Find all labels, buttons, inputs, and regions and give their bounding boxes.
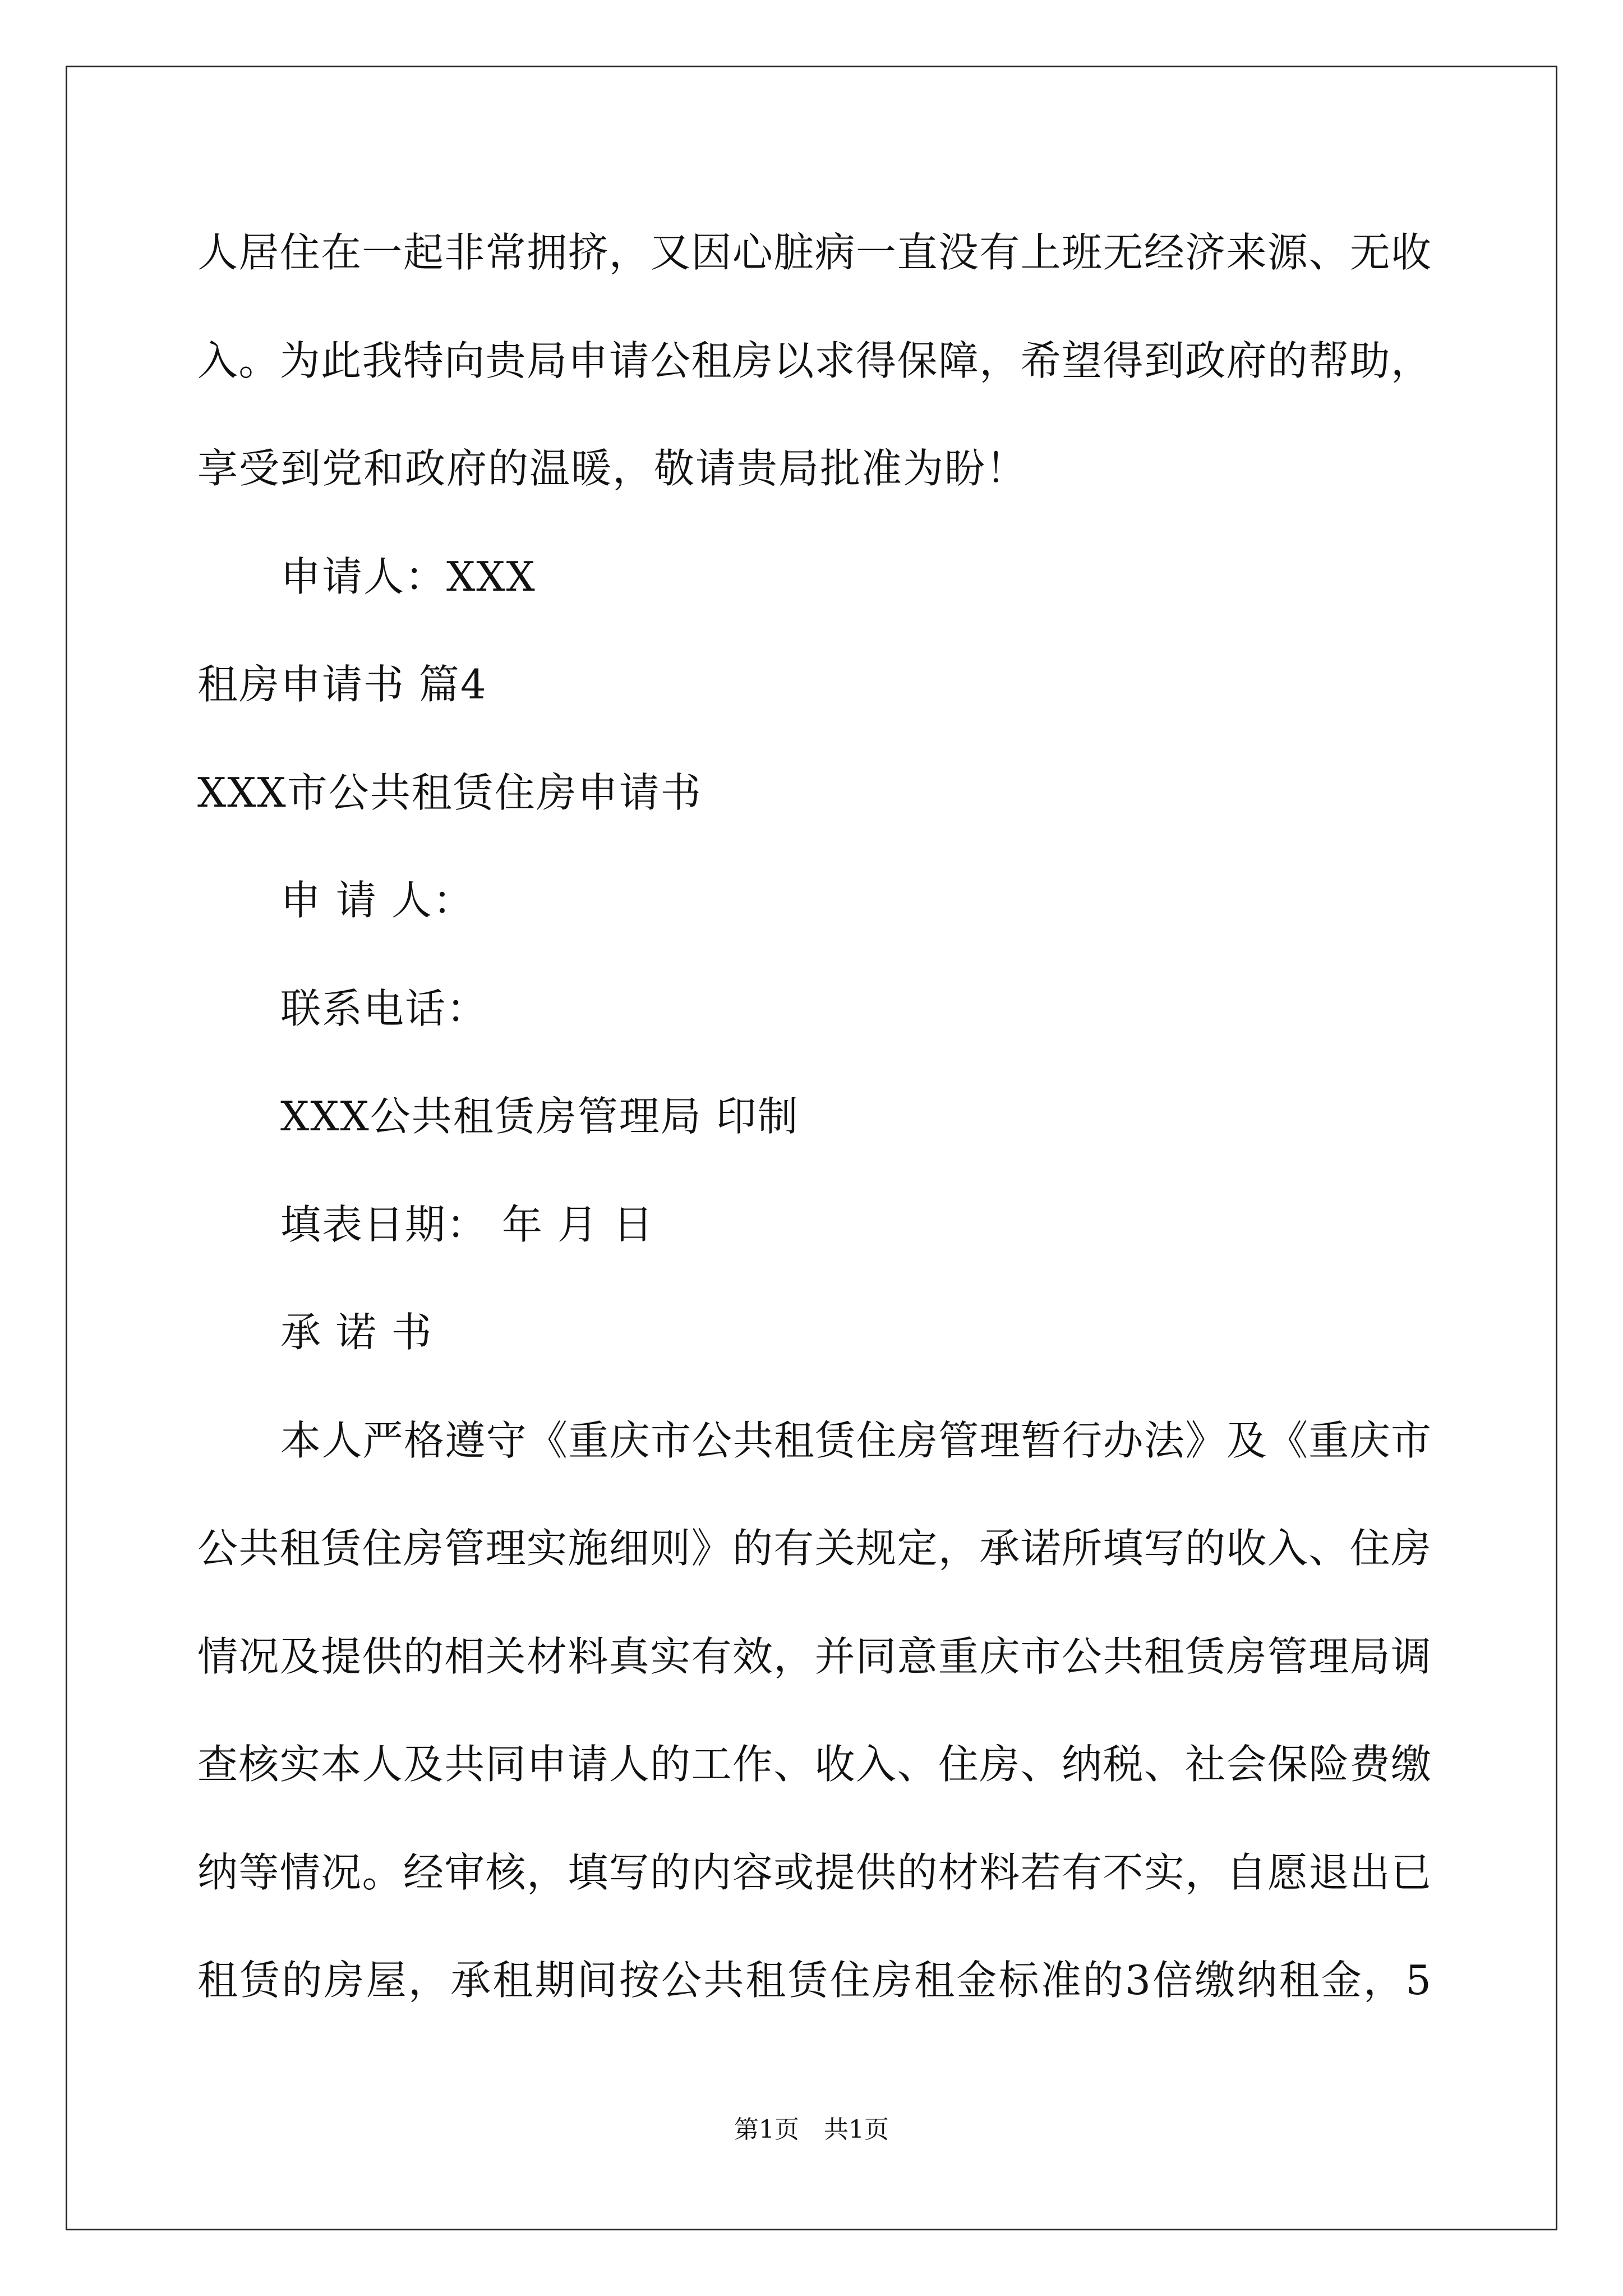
- body-line-3: 享受到党和政府的温暖，敬请贵局批准为盼！: [197, 445, 1028, 492]
- pledge-line-1: 本人严格遵守《重庆市公共租赁住房管理暂行办法》及《重庆市: [280, 1417, 1431, 1464]
- body-line-2: 入。为此我特向贵局申请公租房以求得保障，希望得到政府的帮助，: [197, 337, 1431, 384]
- pledge-line-4: 查核实本人及共同申请人的工作、收入、住房、纳税、社会保险费缴: [197, 1741, 1431, 1788]
- page-number-footer: 第1页 共1页: [734, 2115, 889, 2144]
- fill-date-field: 填表日期： 年 月 日: [280, 1201, 654, 1248]
- applicant-signature: 申请人：XXX: [280, 553, 536, 600]
- applicant-field: 申 请 人：: [280, 877, 474, 924]
- section-heading: 租房申请书 篇4: [197, 661, 487, 708]
- pledge-line-2: 公共租赁住房管理实施细则》的有关规定，承诺所填写的收入、住房: [197, 1525, 1431, 1572]
- pledge-line-6: 租赁的房屋，承租期间按公共租赁住房租金标准的3倍缴纳租金，5: [197, 1957, 1431, 2004]
- issuer-line: XXX公共租赁房管理局 印制: [280, 1093, 799, 1140]
- pledge-heading: 承 诺 书: [280, 1309, 433, 1356]
- pledge-line-3: 情况及提供的相关材料真实有效，并同意重庆市公共租赁房管理局调: [197, 1633, 1431, 1680]
- body-line-1: 人居住在一起非常拥挤，又因心脏病一直没有上班无经济来源、无收: [197, 229, 1431, 276]
- page-border: [66, 66, 1557, 2230]
- form-title: XXX市公共租赁住房申请书: [197, 769, 702, 816]
- pledge-line-5: 纳等情况。经审核，填写的内容或提供的材料若有不实，自愿退出已: [197, 1849, 1431, 1896]
- phone-field: 联系电话：: [280, 985, 488, 1032]
